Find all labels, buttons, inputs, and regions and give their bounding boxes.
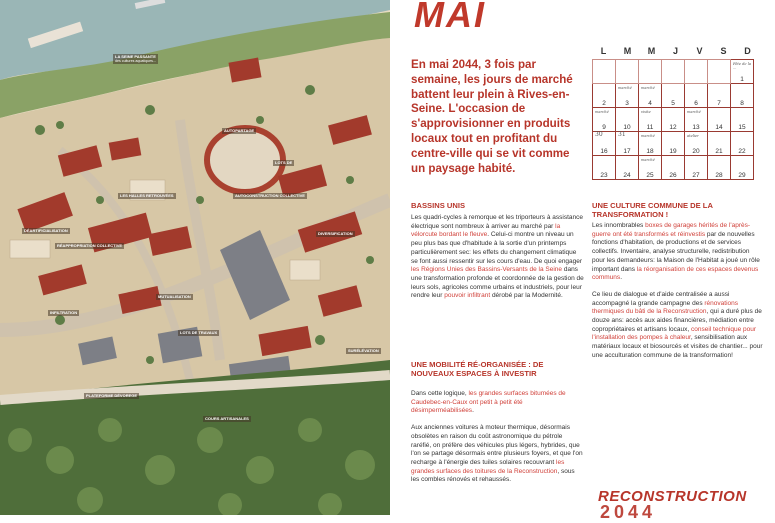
section-title-bassins: BASSINS UNIS [411, 201, 466, 210]
calendar-cell [708, 108, 731, 132]
calendar-note: marché [618, 86, 632, 90]
calendar-cell [731, 108, 754, 132]
calendar-note: Fête de la ... [733, 62, 751, 70]
calendar-dayname: S [720, 46, 727, 56]
calendar-note: marché [641, 86, 655, 90]
map-label: LA SEINE PASSANTE des cultures aquatiques... [115, 54, 156, 64]
calendar-cell [593, 84, 616, 108]
calendar-day-number: 7 [717, 100, 721, 107]
calendar-cell [685, 108, 708, 132]
calendar-cell [708, 60, 731, 84]
calendar-cell [616, 132, 639, 156]
calendar-cell [639, 132, 662, 156]
calendar-day-number: 13 [692, 124, 700, 131]
calendar-cell [731, 60, 754, 84]
calendar-day-number: 3 [625, 100, 629, 107]
calendar-cell [593, 156, 616, 180]
calendar-day-number: 20 [692, 148, 700, 155]
calendar-note: atelier [687, 134, 699, 138]
calendar-day-number: 25 [646, 172, 654, 179]
calendar-dayname: M [647, 46, 656, 56]
calendar-day-number: 12 [669, 124, 677, 131]
calendar-day-number: 6 [694, 100, 698, 107]
calendar-cell [662, 156, 685, 180]
calendar-day-number: 16 [600, 148, 608, 155]
calendar-day-number: 8 [740, 100, 744, 107]
calendar-cell [662, 84, 685, 108]
map-label: MUTUALISATION [158, 294, 191, 299]
section-body-culture: Les innombrables boxes de garages hérités de l'après-guerre ont été transformés et réinvestis par de nouvelles fonctions d'habitation, de productions et de services collectifs. Inventaire, analyse structurelle, redistribution pour les demandeurs: la Maison de l'Habitat a joué un rôle important dans la réorganisation de ces espaces devenus communs. Ce lieu de dialogue et d'aide centralisée a aussi accompagné la grande campagne des rénovations thermiques du bâti de la Reconstruction, qui a duré plus de douze ans: accès aux aides financières, médiation entre copropriétaires et artisans locaux, conseil technique pour l'installation des pompes à chaleur, sensibilisation aux matériaux locaux et biosourcés et visites de chantier... pour une acculturation commune de la transformation! [592, 222, 763, 359]
calendar-cell [685, 60, 708, 84]
calendar-cell [593, 108, 616, 132]
calendar-day-number: 1 [740, 76, 744, 83]
map-label: AUTOCONSTRUCTION COLLECTIVE [235, 193, 305, 198]
calendar-day-number: 11 [646, 124, 654, 131]
map-label: SURÉLÉVATION [348, 348, 379, 353]
section-body-bassins: Les quadri-cycles à remorque et les triporteurs à assistance électrique sont nombreux à arriver au marché par la vélorcute bordant le fleuve. Celui-ci montre un niveau un peu plus bas que d'habitude à la sortie d'un printemps particulièrement sec: les effets du changement climatique se font aussi ressentir sur les cours d'eau. De quoi engager les Régions Unies des Bassins-Versants de la Seine dans une transformation profonde et coordonnée de la gestion de leurs sols, agricoles comme urbains et industriels, pour leur rendre leur pouvoir infiltrant dérobé par la Modernité. [411, 214, 584, 300]
map-label: PLATEFORME DÉVOREGE [86, 393, 138, 398]
calendar-cell [639, 60, 662, 84]
calendar-note: marché [595, 110, 609, 114]
intro-paragraph: En mai 2044, 3 fois par semaine, les jours de marché battent leur plein à Rives-en-Seine. L'occasion de s'approvisionner en produits locaux tout en profitant du centre-ville qui se vit comme un paysage habité. [411, 58, 573, 175]
footer-shadow-text: 2044 [600, 502, 657, 522]
map-label: LOTS DE TRAVAUX [180, 330, 218, 335]
calendar-cell [639, 108, 662, 132]
map-label: COURS ARTISANALES [205, 416, 249, 421]
calendar-cell [639, 156, 662, 180]
calendar-cell [731, 156, 754, 180]
calendar-note: marché [641, 134, 655, 138]
calendar-day-number: 28 [715, 172, 723, 179]
calendar-day-number: 27 [692, 172, 700, 179]
calendar-dayname: L [600, 46, 607, 56]
section-body-mobilite: Dans cette logique, les grandes surfaces bitumées de Caudebec-en-Caux ont petit à petit été désimperméabilisées. Aux anciennes voitures à moteur thermique, désormais obsolètes en raison du coût astronomique du pétrole raréfié, on préfère des véhicules plus légers, hybrides, que l'on se partage désormais entre plusieurs foyers, et que l'on recharge à l'énergie des tuiles solaires recouvrant les grandes surfaces des toitures de la Reconstruction, sous les combles rénovés et rehaussés. [411, 390, 583, 484]
calendar-cell [708, 156, 731, 180]
calendar-note: visite [641, 110, 651, 114]
calendar-day-number: 23 [600, 172, 608, 179]
calendar-note: marché [641, 158, 655, 162]
calendar-day-number: 4 [648, 100, 652, 107]
calendar-day-number: 15 [738, 124, 746, 131]
calendar-dayname: J [672, 46, 678, 56]
calendar-dayname: V [696, 46, 703, 56]
calendar-day-number: 14 [715, 124, 723, 131]
calendar-cell [685, 156, 708, 180]
section-title-mobilite: UNE MOBILITÉ RÉ-ORGANISÉE : DE NOUVEAUX ESPACES À INVESTIR [411, 360, 544, 379]
map-label: LOTS DE [275, 160, 293, 165]
calendar-cell [731, 84, 754, 108]
calendar-cell [685, 132, 708, 156]
calendar-cell [616, 108, 639, 132]
calendar-cell [616, 156, 639, 180]
map-label: DÉARTIFICIALISATION [24, 228, 68, 233]
calendar-note: marché [687, 110, 701, 114]
calendar-day-number: 21 [715, 148, 723, 155]
calendar-cell [685, 84, 708, 108]
calendar-day-number: 2 [602, 100, 606, 107]
calendar-cell [708, 84, 731, 108]
map-illustration [0, 0, 390, 515]
calendar-cell [708, 132, 731, 156]
calendar-day-number: 26 [669, 172, 677, 179]
map-label: AUTOPARTAGE [224, 128, 255, 133]
calendar-day-number: 17 [623, 148, 631, 155]
section-title-culture: UNE CULTURE COMMUNE DE LA TRANSFORMATION ! [592, 201, 713, 220]
calendar-cell [662, 108, 685, 132]
calendar-day-number: 10 [623, 124, 631, 131]
calendar-cell [639, 84, 662, 108]
calendar-cell [593, 132, 616, 156]
calendar-dayname: D [744, 46, 751, 56]
map-label: INFILTRATION [50, 310, 78, 315]
calendar-cell [662, 132, 685, 156]
calendar-day-number: 22 [738, 148, 746, 155]
calendar-note: 30 [595, 131, 603, 138]
map-label: LES HALLES RETROUVÉES [120, 193, 174, 198]
map-label: RÉAPPROPRIATION COLLECTIVE [57, 243, 123, 248]
calendar-day-number: 18 [646, 148, 654, 155]
calendar-day-number: 5 [671, 100, 675, 107]
calendar-cell [616, 84, 639, 108]
calendar-cell [662, 60, 685, 84]
calendar-day-number: 24 [623, 172, 631, 179]
calendar-grid [592, 59, 754, 180]
calendar-cell [616, 60, 639, 84]
calendar-day-number: 29 [738, 172, 746, 179]
calendar-cell [731, 132, 754, 156]
calendar-dayname: M [623, 46, 632, 56]
map-label: DIVERSIFICATION [318, 231, 353, 236]
page-title: MAI [414, 0, 486, 35]
calendar-cell [593, 60, 616, 84]
calendar-note: 31 [618, 131, 626, 138]
calendar-day-number: 19 [669, 148, 677, 155]
month-calendar [592, 46, 758, 179]
footer-title: RECONSTRUCTION [598, 488, 747, 505]
calendar-day-number: 9 [602, 124, 606, 131]
illustrated-map [0, 0, 390, 515]
